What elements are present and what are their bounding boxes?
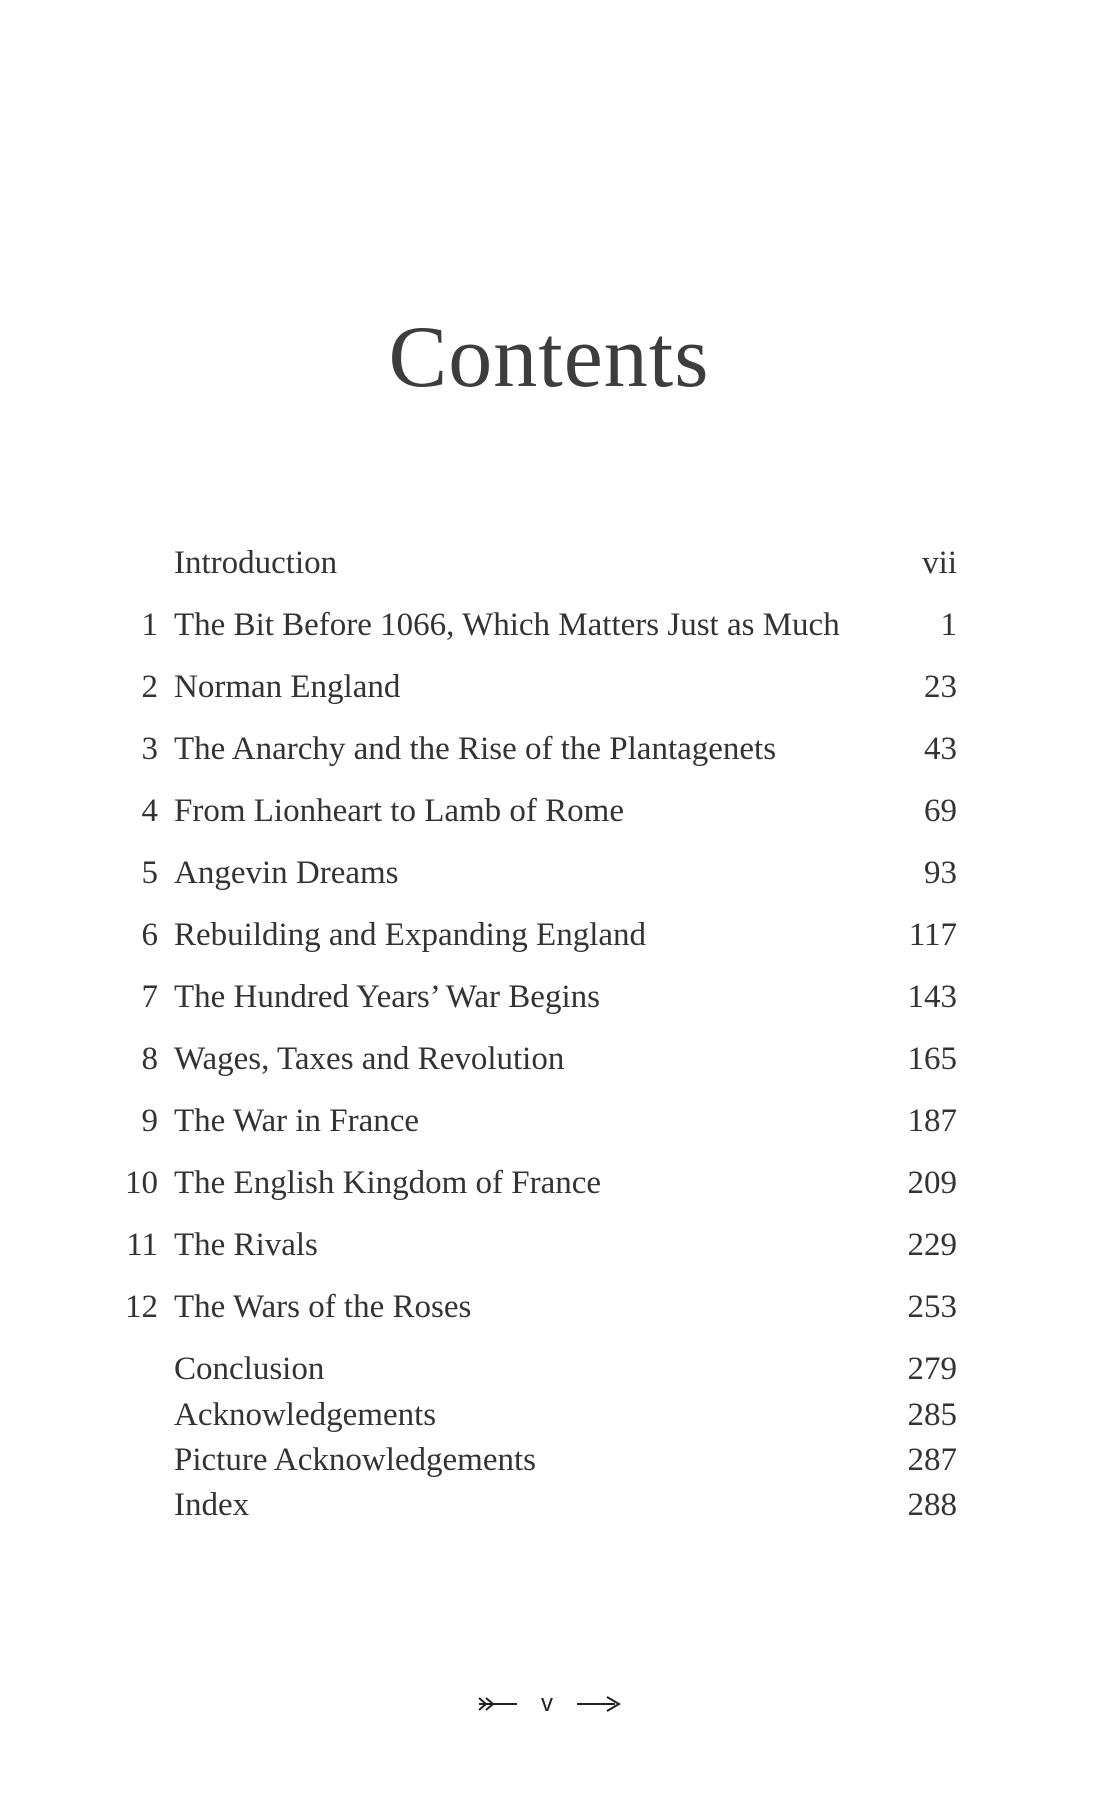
entry-number: 12 <box>125 1289 158 1325</box>
entry-page: 279 <box>907 1351 957 1387</box>
entry-page: 117 <box>908 917 957 953</box>
entry-page: 229 <box>907 1227 957 1263</box>
entry-number: 5 <box>141 855 158 891</box>
entry-title: The Rivals <box>174 1227 318 1263</box>
toc-entry-chapter-7[interactable] <box>0 972 1098 1022</box>
toc-entry-chapter-10[interactable] <box>0 1158 1098 1208</box>
entry-title: The Anarchy and the Rise of the Plantagenets <box>174 731 777 767</box>
toc-entry-chapter-9[interactable] <box>0 1096 1098 1146</box>
entry-title: The War in France <box>174 1103 420 1139</box>
entry-page: vii <box>922 545 957 581</box>
entry-title: Acknowledgements <box>174 1397 437 1433</box>
entry-number: 1 <box>141 607 158 643</box>
toc-entry-chapter-5[interactable] <box>0 848 1098 898</box>
entry-title: Norman England <box>174 669 401 705</box>
entry-page: 165 <box>907 1041 957 1077</box>
toc-entry-chapter-3[interactable] <box>0 724 1098 774</box>
entry-page: 23 <box>924 669 957 705</box>
entry-number: 10 <box>125 1165 158 1201</box>
toc-entry-chapter-6[interactable] <box>0 910 1098 960</box>
entry-number: 9 <box>141 1103 158 1139</box>
toc-entry-chapter-12[interactable] <box>0 1282 1098 1332</box>
entry-title: Introduction <box>174 545 338 581</box>
entry-title: Conclusion <box>174 1351 325 1387</box>
entry-title: The Bit Before 1066, Which Matters Just as Much <box>174 607 840 643</box>
entry-page: 43 <box>924 731 957 767</box>
folio-page-number: v <box>541 1690 553 1717</box>
toc-entry-index[interactable] <box>0 1480 1098 1530</box>
toc-entry-chapter-2[interactable] <box>0 662 1098 712</box>
entry-title: Picture Acknowledgements <box>174 1442 537 1478</box>
entry-page: 253 <box>907 1289 957 1325</box>
entry-number: 8 <box>141 1041 158 1077</box>
entry-title: The English Kingdom of France <box>174 1165 602 1201</box>
entry-page: 69 <box>924 793 957 829</box>
toc-entry-conclusion[interactable] <box>0 1344 1098 1394</box>
entry-page: 287 <box>907 1442 957 1478</box>
toc-entry-chapter-1[interactable] <box>0 600 1098 650</box>
entry-page: 187 <box>907 1103 957 1139</box>
entry-number: 3 <box>141 731 158 767</box>
right-arrow-ornament-icon <box>575 1694 621 1714</box>
toc-entry-acknowledgements[interactable] <box>0 1390 1098 1440</box>
entry-title: The Wars of the Roses <box>174 1289 472 1325</box>
entry-page: 285 <box>907 1397 957 1433</box>
entry-title: Angevin Dreams <box>174 855 399 891</box>
entry-title: From Lionheart to Lamb of Rome <box>174 793 624 829</box>
entry-title: Index <box>174 1487 250 1523</box>
entry-number: 11 <box>126 1227 158 1263</box>
entry-number: 4 <box>141 793 158 829</box>
entry-title: Wages, Taxes and Revolution <box>174 1041 565 1077</box>
toc-entry-chapter-11[interactable] <box>0 1220 1098 1270</box>
entry-title: Rebuilding and Expanding England <box>174 917 647 953</box>
page-title: Contents <box>388 309 710 406</box>
toc-entry-introduction[interactable] <box>0 538 1098 588</box>
folio <box>0 1684 1098 1724</box>
toc-entry-picture-acknowledgements[interactable] <box>0 1435 1098 1485</box>
entry-number: 7 <box>141 979 158 1015</box>
entry-page: 1 <box>940 607 957 643</box>
entry-page: 93 <box>924 855 957 891</box>
toc-entry-chapter-8[interactable] <box>0 1034 1098 1084</box>
entry-title: The Hundred Years’ War Begins <box>174 979 600 1015</box>
entry-page: 288 <box>907 1487 957 1523</box>
entry-number: 6 <box>141 917 158 953</box>
entry-page: 143 <box>907 979 957 1015</box>
left-arrow-ornament-icon <box>477 1694 519 1714</box>
entry-page: 209 <box>907 1165 957 1201</box>
toc-entry-chapter-4[interactable] <box>0 786 1098 836</box>
entry-number: 2 <box>141 669 158 705</box>
